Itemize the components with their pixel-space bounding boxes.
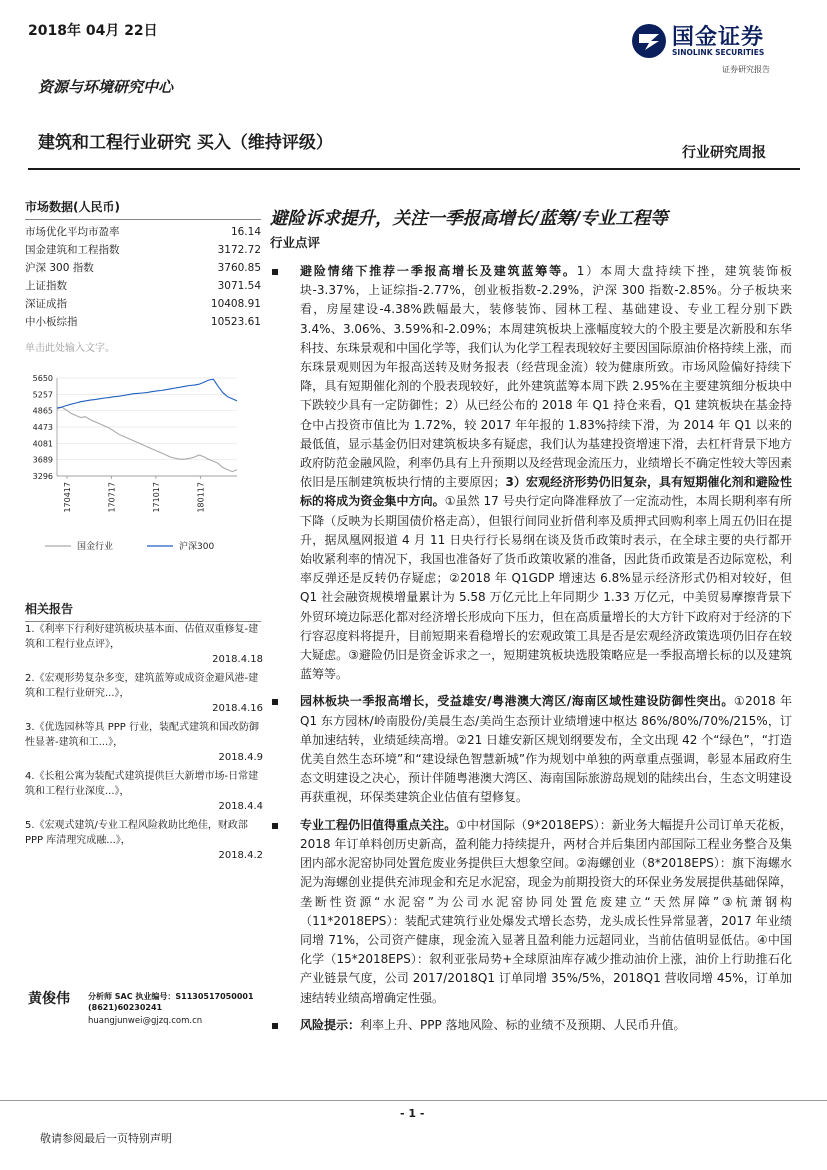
- paragraph-emphasis: 3）宏观经济形势仍旧复杂，具有短期催化剂和避险性标的将成为资金集中方向。: [300, 475, 792, 509]
- bullet-paragraph: [270, 1016, 792, 1035]
- paragraph-text: ①中材国际（9*2018EPS）：新业务大幅提升公司订单天花板，2018 年订单料创历史新高，盈利能力持续提升，两材合并后集团内部国际工程业务整合及集团内部水泥窑协同处置危废业务提供巨大想象空间。②海螺创业（8*2018EPS）：旗下海螺水泥为海螺创业提供充沛现金和充足水泥窑，现金为前期投资大的环保业务发展提供基础保障，垄断性资源“水泥窑”为公司水泥窑协同处置危废建立“天然屏障”③杭萧钢构（11*2018EPS）：装配式建筑行业处爆发式增长态势，龙头成长性异常显著，2017 年业绩同增 71%，公司资产健康，现金流入显著且盈利能力远超同业，当前估值明显低估。④中国化学（15*2018EPS）：叙利亚张局势+全球原油库存减少推动油价上涨，油价上行助推石化产业链景气度，公司 2017/2018Q1 订单同增 35%/5%，2018Q1 营收同增 45%，订单加速结转业绩高增确定性强。: [300, 817, 793, 1005]
- report-date: 2018年 04月 22日: [28, 23, 158, 39]
- paragraph-text: 利率上升、PPP 落地风险、标的业绩不及预期、人民币升值。: [360, 1017, 686, 1032]
- company-subtitle: 证券研究报告: [722, 65, 770, 74]
- paragraph-text: ①虽然 17 号央行定向降准释放了一定流动性，本周长期利率有所下降（反映为长期国债价格走高），但银行间同业折借利率及质押式回购利率上周五仍旧在提升，据凤凰网报道 4 月 11 日央行行长易纲在谈及货币政策时表示，在全球主要的央行都开始收紧利率的情况下，我国也准备好了货币政策收紧的准备，因此货币政策是否边际宽松，利率反弹还是反转仍存疑虑；②2018 年 Q1GDP 增速达 6.8%显示经济形式仍相对较好，但 Q1 社会融资规模增量累计为 5.58 万亿元比上年同期少 1.33 万亿元，中美贸易摩擦背景下外贸环境边际恶化都对经济增长形成向下压力，但在高质量增长的大方针下政府对于经济的下行容忍度料将提升，目前短期来看稳增长的宏观政策工具是否是宏观经济政策选项仍旧存在较大疑虑。③避险仍旧是资金诉求之一，短期建筑板块选股策略应是一季报高增长标的以及建筑蓝筹等。: [300, 494, 793, 682]
- company-logo: [630, 18, 810, 78]
- report-type: 行业研究周报: [682, 145, 766, 161]
- research-center: 资源与环境研究中心: [38, 78, 174, 96]
- related-report-date: 2018.4.18: [212, 654, 263, 665]
- paragraph-lead: 专业工程仍旧值得重点关注。: [300, 817, 457, 832]
- main-subtitle: 行业点评: [270, 235, 321, 250]
- chart-y-tick-label: 5650: [32, 374, 53, 383]
- paragraph-lead: 园林板块一季报高增长，受益雄安/粤港澳大湾区/海南区域性建设防御性突出。: [300, 694, 734, 709]
- market-value: 10523.61: [210, 316, 261, 328]
- related-report-text[interactable]: 4.《长租公寓为装配式建筑提供巨大新增市场-日常建筑和工程行业深度...》，: [25, 771, 259, 797]
- related-report-text[interactable]: 3.《优选园林等具 PPP 行业，装配式建筑和国改防御性显著-建筑和工...》，: [25, 722, 259, 748]
- related-report-item[interactable]: [25, 671, 263, 716]
- market-value: 10408.91: [210, 298, 261, 310]
- chart-y-tick-label: 3296: [32, 472, 53, 481]
- logo-mark-icon: [630, 22, 668, 60]
- market-data-title: 市场数据(人民币): [25, 198, 261, 220]
- chart-x-tick-label: 170717: [107, 482, 117, 513]
- chart-series-line: [57, 379, 237, 408]
- related-report-item[interactable]: [25, 818, 263, 863]
- related-reports-title: 相关报告: [25, 600, 261, 622]
- paragraph-lead: 风险提示：: [300, 1017, 361, 1032]
- chart-legend-label: 沪深300: [179, 542, 215, 552]
- chart-y-tick-label: 5257: [32, 390, 53, 400]
- bullet-square-icon: [272, 699, 278, 705]
- chart-y-tick-label: 4081: [32, 439, 53, 449]
- market-label: 沪深 300 指数: [25, 262, 94, 274]
- footer-divider: [0, 1100, 827, 1101]
- related-reports-list: [25, 622, 263, 867]
- bullet-square-icon: [272, 269, 278, 275]
- chart-y-tick-label: 4865: [32, 406, 53, 416]
- chart-x-tick-label: 170417: [63, 482, 72, 513]
- related-report-text[interactable]: 5.《宏观式建筑/专业工程风险救助比绝佳，财政部 PPP 库清理究成融...》，: [25, 820, 248, 846]
- paragraph-text: ①2018 年 Q1 东方园林/岭南股份/美晨生态/美尚生态预计业绩增速中枢达 86%/80%/70%/215%，订单加速结转，业绩延续高增。②21 日雄安新区规划纲要发布，全文出现 42 个“绿色”，“打造优美自然生态环境”和“建设绿色智慧新城”作为规划中单独的两章重点强调，彰显本届政府生态文明建设之决心，预计伴随粤港澳大湾区、海南国际旅游岛规划的陆续出台，生态文明建设再获重视，环保类建筑企业估值有望修复。: [300, 694, 793, 805]
- related-report-date: 2018.4.4: [218, 801, 263, 812]
- analyst-sac-number: 分析师 SAC 执业编号：S1130517050001: [88, 992, 254, 1001]
- bullet-paragraph: [270, 816, 792, 1008]
- analyst-registration: [88, 991, 254, 1013]
- market-label: 上证指数: [25, 280, 67, 292]
- chart-series-line: [57, 407, 237, 472]
- company-name-en: SINOLINK SECURITIES: [672, 48, 765, 57]
- main-body: [270, 262, 792, 1043]
- related-report-text[interactable]: 2.《宏观形势复杂多变，建筑蓝筹或成资金避风港-建筑和工程行业研究...》，: [25, 673, 259, 699]
- analyst-name: 黄俊伟: [28, 991, 70, 1007]
- index-chart: [25, 370, 261, 570]
- chart-svg: [25, 370, 261, 570]
- related-report-date: 2018.4.16: [212, 703, 263, 714]
- main-title: 避险诉求提升，关注一季报高增长/蓝筹/专业工程等: [270, 209, 668, 229]
- bullet-square-icon: [272, 1023, 278, 1029]
- related-report-item[interactable]: [25, 769, 263, 814]
- chart-y-tick-label: 3689: [32, 455, 53, 465]
- analyst-phone: (8621)60230241: [88, 1003, 163, 1012]
- related-report-text[interactable]: 1.《利率下行利好建筑板块基本面、估值双重修复-建筑和工程行业点评》，: [25, 624, 259, 650]
- market-label: 深证成指: [25, 298, 67, 310]
- market-label: 国金建筑和工程指数: [25, 244, 120, 256]
- market-label: 中小板综指: [25, 316, 78, 328]
- paragraph-lead: 避险情绪下推荐一季报高增长及建筑蓝筹等。: [300, 264, 577, 278]
- market-data-panel: [25, 198, 261, 354]
- bullet-paragraph: [270, 262, 792, 684]
- market-value: 3172.72: [217, 244, 261, 256]
- market-row: [25, 313, 261, 331]
- related-report-item[interactable]: [25, 622, 263, 667]
- chart-x-tick-label: 180117: [196, 482, 206, 513]
- bullet-paragraph: [270, 692, 792, 807]
- market-row: [25, 277, 261, 295]
- report-headline: 建筑和工程行业研究 买入（维持评级）: [38, 133, 333, 153]
- chart-legend-label: 国金行业: [77, 542, 114, 552]
- disclaimer: 敬请参阅最后一页特别声明: [40, 1132, 172, 1145]
- market-label: 市场优化平均市盈率: [25, 226, 120, 238]
- market-row: [25, 259, 261, 277]
- related-report-date: 2018.4.2: [218, 850, 263, 861]
- chart-x-tick-label: 171017: [151, 482, 161, 513]
- market-row: [25, 295, 261, 313]
- header-divider: [28, 168, 800, 170]
- market-value: 3760.85: [217, 262, 261, 274]
- bullet-square-icon: [272, 823, 278, 829]
- market-row: [25, 241, 261, 259]
- click-hint[interactable]: 单击此处输入文字。: [25, 343, 115, 354]
- analyst-email[interactable]: huangjunwei@gjzq.com.cn: [88, 1016, 203, 1026]
- page-number: - 1 -: [400, 1107, 425, 1120]
- company-name-cn: 国金证券: [672, 25, 765, 50]
- chart-y-tick-label: 4473: [32, 423, 53, 432]
- paragraph-text: 1）本周大盘持续下挫，建筑装饰板块-3.37%，上证综指-2.77%，创业板指数-2.29%，沪深 300 指数-2.85%。分子板块来看，房屋建设-4.38%跌幅最大，装修装饰、园林工程、基础建设、专业工程分别下跌 3.4%、3.06%、3.59%和-2.09%；本周建筑板块上涨幅度较大的个股主要是次新股和东华科技、东珠景观和中国化学等，我们认为化学工程表现较好主要因国际原油价格持续上涨，而东珠景观则因为年报高送转及财务报表（经营现金流）较为健康所致。市场风险偏好持续下降，具有短期催化剂的个股表现较好，此外建筑蓝筹本周下跌 2.95%在主要建筑细分板块中下跌较少具有一定防御性；2）从已经公布的 2018 年 Q1 持仓来看，Q1 建筑板块在基金持仓中占投资市值比为 1.72%，较 2017 年年报的 1.83%持续下滑，为 2014 年 Q1 以来的最低值，显示基金仍旧对建筑板块多有疑虑，我们认为基建投资增速下滑，去杠杆背景下地方政府防范金融风险，利率仍具有上升预期以及经营现金流压力，业绩增长不确定性较大等因素依旧是压制建筑板块行情的主要原因；: [300, 264, 793, 490]
- market-value: 3071.54: [217, 280, 261, 292]
- market-row: [25, 223, 261, 241]
- related-report-date: 2018.4.9: [218, 752, 263, 763]
- related-report-item[interactable]: [25, 720, 263, 765]
- market-value: 16.14: [230, 226, 261, 238]
